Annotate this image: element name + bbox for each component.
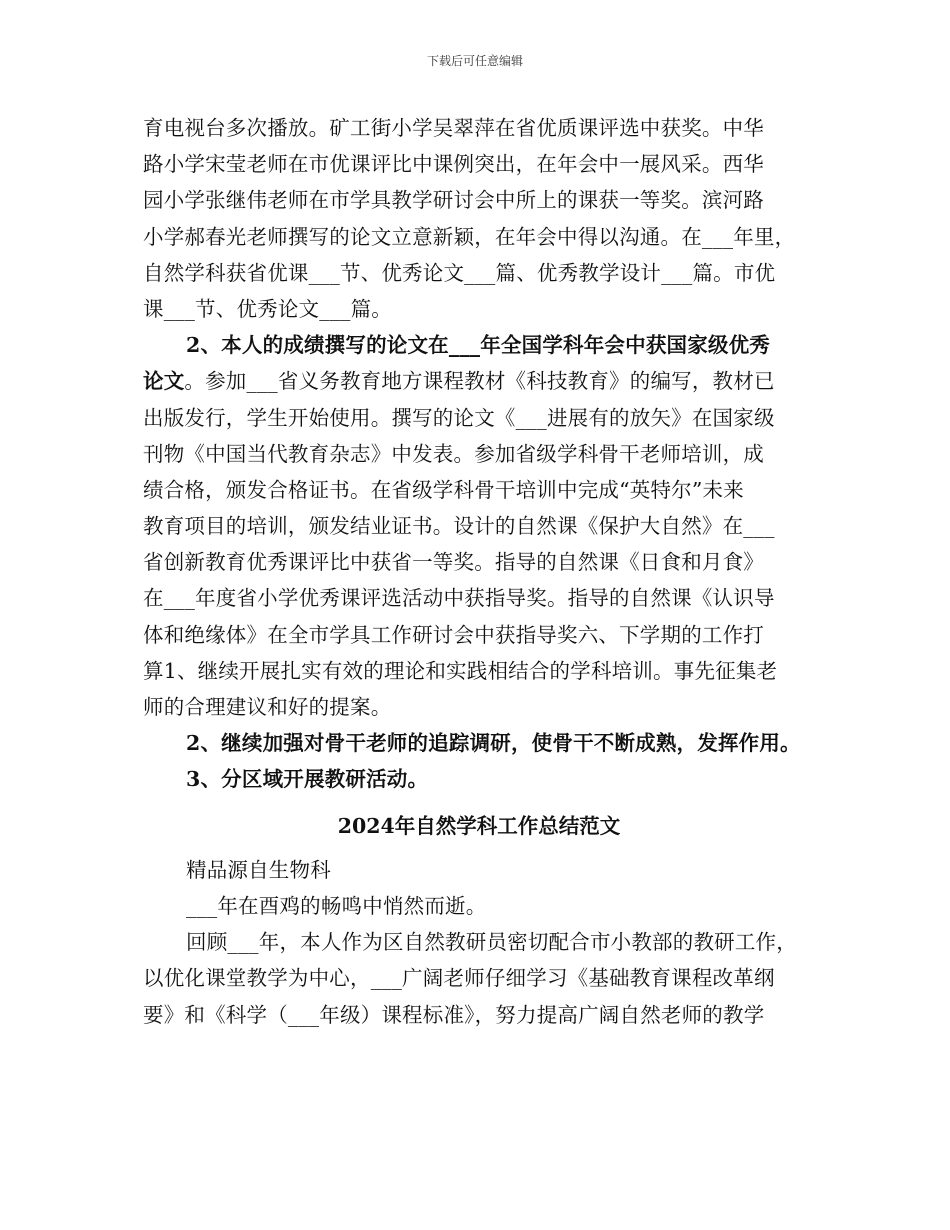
paragraph-line: 育电视台多次播放。矿工街小学吴翠萍在省优质课评选中获奖。中华 <box>143 116 764 140</box>
paragraph-line: 省创新教育优秀课评比中获省一等奖。指导的自然课《日食和月食》 <box>143 550 764 575</box>
paragraph-line: ___年在酉鸡的畅鸣中悄然而逝。 <box>186 893 487 918</box>
paragraph-line: 教育项目的培训，颁发结业证书。设计的自然课《保护大自然》在___ <box>143 514 775 539</box>
paragraph-line: 园小学张继伟老师在市学具教学研讨会中所上的课获一等奖。滨河路 <box>143 188 764 213</box>
paragraph-line: 要》和《科学（___年级）课程标准》，努力提高广阔自然老师的教学 <box>143 1002 765 1027</box>
paragraph-line: 体和绝缘体》在全市学具工作研讨会中获指导奖六、下学期的工作打 <box>143 622 764 647</box>
paragraph-line: 精品源自生物科 <box>186 857 331 882</box>
paragraph-line: 出版发行，学生开始使用。撰写的论文《___进展有的放矢》在国家级 <box>143 405 775 430</box>
plan-item-3: 3、分区域开展教研活动。 <box>186 767 429 792</box>
page-header: 下载后可任意编辑 <box>426 54 523 68</box>
paragraph-line: 师的合理建议和好的提案。 <box>143 695 392 719</box>
achievement-heading: 2、本人的成绩撰写的论文在___年全国学科年会中获国家级优秀 <box>186 333 771 358</box>
paragraph-line: 路小学宋莹老师在市优课评比中课例突出，在年会中一展风采。西华 <box>143 152 764 177</box>
document-body <box>143 110 815 1033</box>
paragraph-line: 课___节、优秀论文___篇。 <box>143 296 392 321</box>
paragraph-line: 刊物《中国当代教育杂志》中发表。参加省级学科骨干老师培训，成 <box>143 441 764 466</box>
paragraph-line: 算1、继续开展扎实有效的理论和实践相结合的学科培训。事先征集老 <box>143 658 778 683</box>
paragraph-line <box>143 363 815 399</box>
paragraph-line: 在___年度省小学优秀课评选活动中获指导奖。指导的自然课《认识导 <box>143 586 775 611</box>
paragraph-line: 小学郝春光老师撰写的论文立意新颖，在年会中得以沟通。在___年里， <box>143 224 796 249</box>
plan-item-2: 2、继续加强对骨干老师的追踪调研，使骨干不断成熟，发挥作用。 <box>186 731 801 756</box>
paragraph-line: 回顾___年，本人作为区自然教研员密切配合市小教部的教研工作， <box>186 930 797 955</box>
paragraph-line: 绩合格，颁发合格证书。在省级学科骨干培训中完成“英特尔”未来 <box>143 477 744 502</box>
paragraph-text: 。参加___省义务教育地方课程教材《科技教育》的编写，教材已 <box>184 369 775 394</box>
section-title: 2024年自然学科工作总结范文 <box>337 813 621 838</box>
bold-lead-in: 论文 <box>143 369 185 394</box>
paragraph-line: 以优化课堂教学为中心，___广阔老师仔细学习《基础教育课程改革纲 <box>143 966 775 991</box>
paragraph-line: 自然学科获省优课___节、优秀论文___篇、优秀教学设计___篇。市优 <box>143 260 776 285</box>
